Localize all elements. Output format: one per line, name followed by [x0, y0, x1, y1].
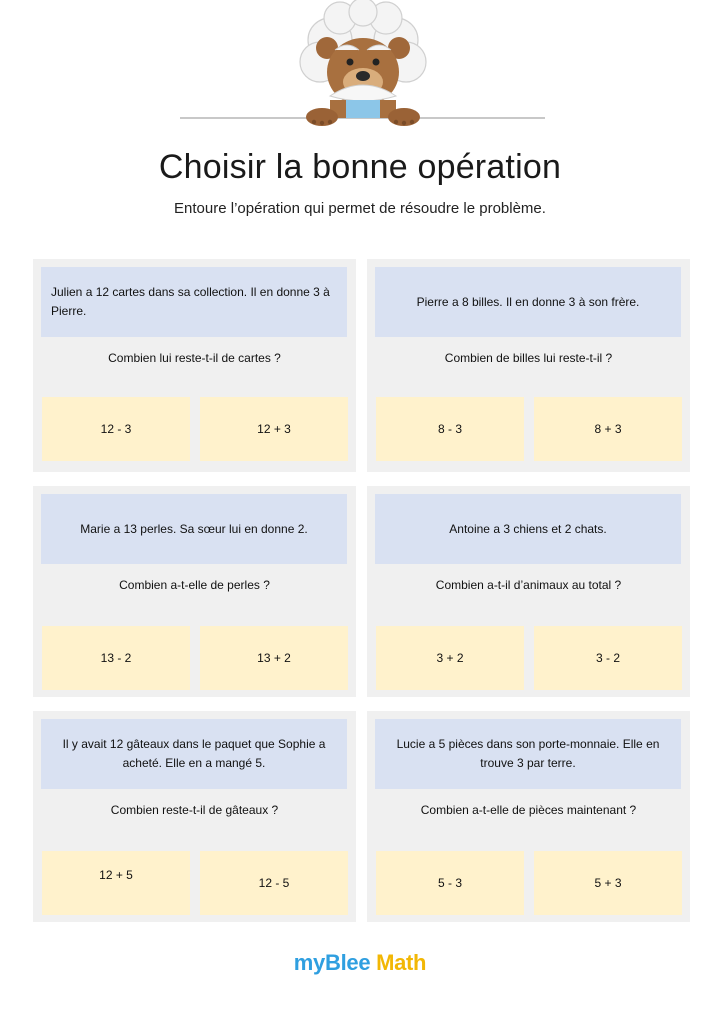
- mascot-illustration: [180, 0, 545, 135]
- problem-statement: Antoine a 3 chiens et 2 chats.: [375, 494, 681, 564]
- operation-option[interactable]: 5 - 3: [376, 851, 524, 915]
- operation-option[interactable]: 5 + 3: [534, 851, 682, 915]
- problem-question: Combien reste-t-il de gâteaux ?: [110, 803, 279, 817]
- operation-option[interactable]: 12 - 3: [42, 397, 190, 461]
- operation-option[interactable]: 3 - 2: [534, 626, 682, 690]
- operation-option[interactable]: 12 - 5: [200, 851, 348, 915]
- problem-statement: Il y avait 12 gâteaux dans le paquet que Sophie a acheté. Elle en a mangé 5.: [41, 719, 347, 789]
- operation-option[interactable]: 8 - 3: [376, 397, 524, 461]
- problem-statement: Julien a 12 cartes dans sa collection. Il en donne 3 à Pierre.: [41, 267, 347, 337]
- exercise-card-1: [33, 259, 356, 472]
- problem-statement: Marie a 13 perles. Sa sœur lui en donne 2.: [41, 494, 347, 564]
- problem-question: Combien a-t-elle de pièces maintenant ?: [420, 803, 637, 817]
- problem-question: Combien lui reste-t-il de cartes ?: [108, 351, 281, 365]
- exercise-card-6: [367, 711, 690, 922]
- brand-logo: [0, 950, 720, 976]
- problem-question: Combien a-t-elle de perles ?: [119, 578, 270, 592]
- operation-option[interactable]: 13 - 2: [42, 626, 190, 690]
- brand-logo-part2: Math: [376, 950, 427, 975]
- operation-option[interactable]: 3 + 2: [376, 626, 524, 690]
- brand-logo-part1: myBlee: [293, 950, 371, 975]
- operation-option[interactable]: 8 + 3: [534, 397, 682, 461]
- problem-question: Combien de billes lui reste-t-il ?: [444, 351, 613, 365]
- exercise-card-5: [33, 711, 356, 922]
- problem-statement: Pierre a 8 billes. Il en donne 3 à son frère.: [375, 267, 681, 337]
- exercise-card-4: [367, 486, 690, 697]
- problem-statement: Lucie a 5 pièces dans son porte-monnaie. Elle en trouve 3 par terre.: [375, 719, 681, 789]
- page-instructions: Entoure l’opération qui permet de résoudre le problème.: [174, 200, 546, 217]
- operation-option[interactable]: 13 + 2: [200, 626, 348, 690]
- operation-option[interactable]: 12 + 5: [42, 851, 190, 915]
- exercise-card-3: [33, 486, 356, 697]
- problem-question: Combien a-t-il d’animaux au total ?: [435, 578, 622, 592]
- page-title: Choisir la bonne opération: [158, 148, 562, 186]
- exercise-card-2: [367, 259, 690, 472]
- operation-option[interactable]: 12 + 3: [200, 397, 348, 461]
